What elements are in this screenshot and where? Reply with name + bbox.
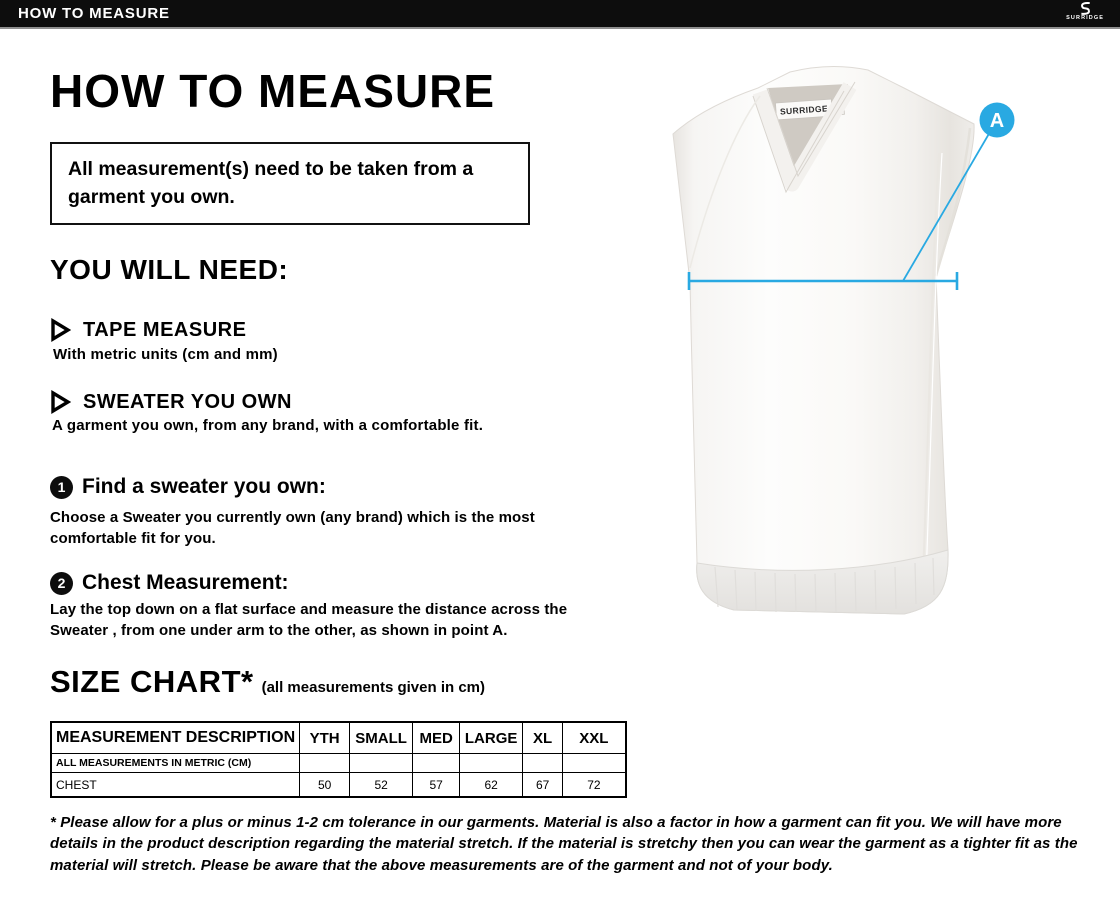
page-title: HOW TO MEASURE <box>50 65 496 117</box>
column-header: LARGE <box>460 722 523 754</box>
size-chart-title: SIZE CHART* <box>50 664 254 699</box>
cell: 57 <box>413 773 460 798</box>
cell <box>350 754 413 773</box>
row-label: ALL MEASUREMENTS IN METRIC (CM) <box>51 754 300 773</box>
table-header-row <box>51 722 626 754</box>
step-1-header <box>50 475 326 499</box>
neck-label-text: SURRIDGE <box>779 103 829 117</box>
cell <box>300 754 350 773</box>
measurement-note-box: All measurement(s) need to be taken from a garment you own. <box>50 142 530 225</box>
triangle-bullet-icon <box>50 390 71 414</box>
column-header: XL <box>523 722 563 754</box>
step-1-description: Choose a Sweater you currently own (any brand) which is the most comfortable fit for you. <box>50 509 535 547</box>
surridge-logo <box>1066 1 1104 21</box>
cell: 50 <box>300 773 350 798</box>
step-2-description: Lay the top down on a flat surface and measure the distance across the Sweater , from one under arm to the other, as shown in point A. <box>50 601 568 639</box>
cell: 52 <box>350 773 413 798</box>
column-header: MEASUREMENT DESCRIPTION <box>51 722 300 754</box>
step-1-title: Find a sweater you own: <box>82 475 326 498</box>
top-bar-divider <box>0 27 1120 29</box>
cell <box>563 754 626 773</box>
column-header: SMALL <box>350 722 413 754</box>
step-2-number-badge: 2 <box>50 572 73 595</box>
surridge-s-icon <box>1078 1 1093 16</box>
size-chart-heading <box>50 664 485 700</box>
need-item-label: TAPE MEASURE <box>83 318 247 341</box>
step-2-title: Chest Measurement: <box>82 571 289 594</box>
cell: 67 <box>523 773 563 798</box>
surridge-logo-text: SURRIDGE <box>1066 15 1104 21</box>
step-2-header <box>50 571 289 595</box>
column-header: MED <box>413 722 460 754</box>
top-bar <box>0 0 1120 27</box>
garment-diagram <box>640 58 1120 658</box>
cell <box>460 754 523 773</box>
need-item-sweater <box>50 390 292 414</box>
table-row <box>51 754 626 773</box>
tolerance-footnote: * Please allow for a plus or minus 1-2 cm tolerance in our garments. Material is also a factor in how a garment can fit you. We will have more details in the product description regarding the material stretch. If the material is stretchy then you can wear the garment as a tighter fit as the material will stretch. Please be aware that the above measurements are of the garment and not of your body. <box>50 814 1078 874</box>
need-item-description: A garment you own, from any brand, with a comfortable fit. <box>52 417 484 434</box>
row-label: CHEST <box>51 773 300 798</box>
triangle-bullet-icon <box>50 318 71 342</box>
cell <box>523 754 563 773</box>
table-row <box>51 773 626 798</box>
need-item-tape-measure <box>50 318 246 342</box>
column-header: YTH <box>300 722 350 754</box>
sweater-vest-illustration <box>640 58 1120 658</box>
point-a-label: A <box>989 110 1005 132</box>
you-will-need-heading: YOU WILL NEED: <box>50 254 289 285</box>
need-item-label: SWEATER YOU OWN <box>83 390 292 413</box>
cell: 62 <box>460 773 523 798</box>
vest-body <box>673 66 974 614</box>
column-header: XXL <box>563 722 626 754</box>
cell <box>413 754 460 773</box>
top-bar-title: HOW TO MEASURE <box>18 5 170 22</box>
cell: 72 <box>563 773 626 798</box>
need-item-description: With metric units (cm and mm) <box>53 346 278 363</box>
step-1-number-badge: 1 <box>50 476 73 499</box>
size-chart-subtitle: (all measurements given in cm) <box>261 679 485 696</box>
size-chart-table <box>50 721 627 798</box>
